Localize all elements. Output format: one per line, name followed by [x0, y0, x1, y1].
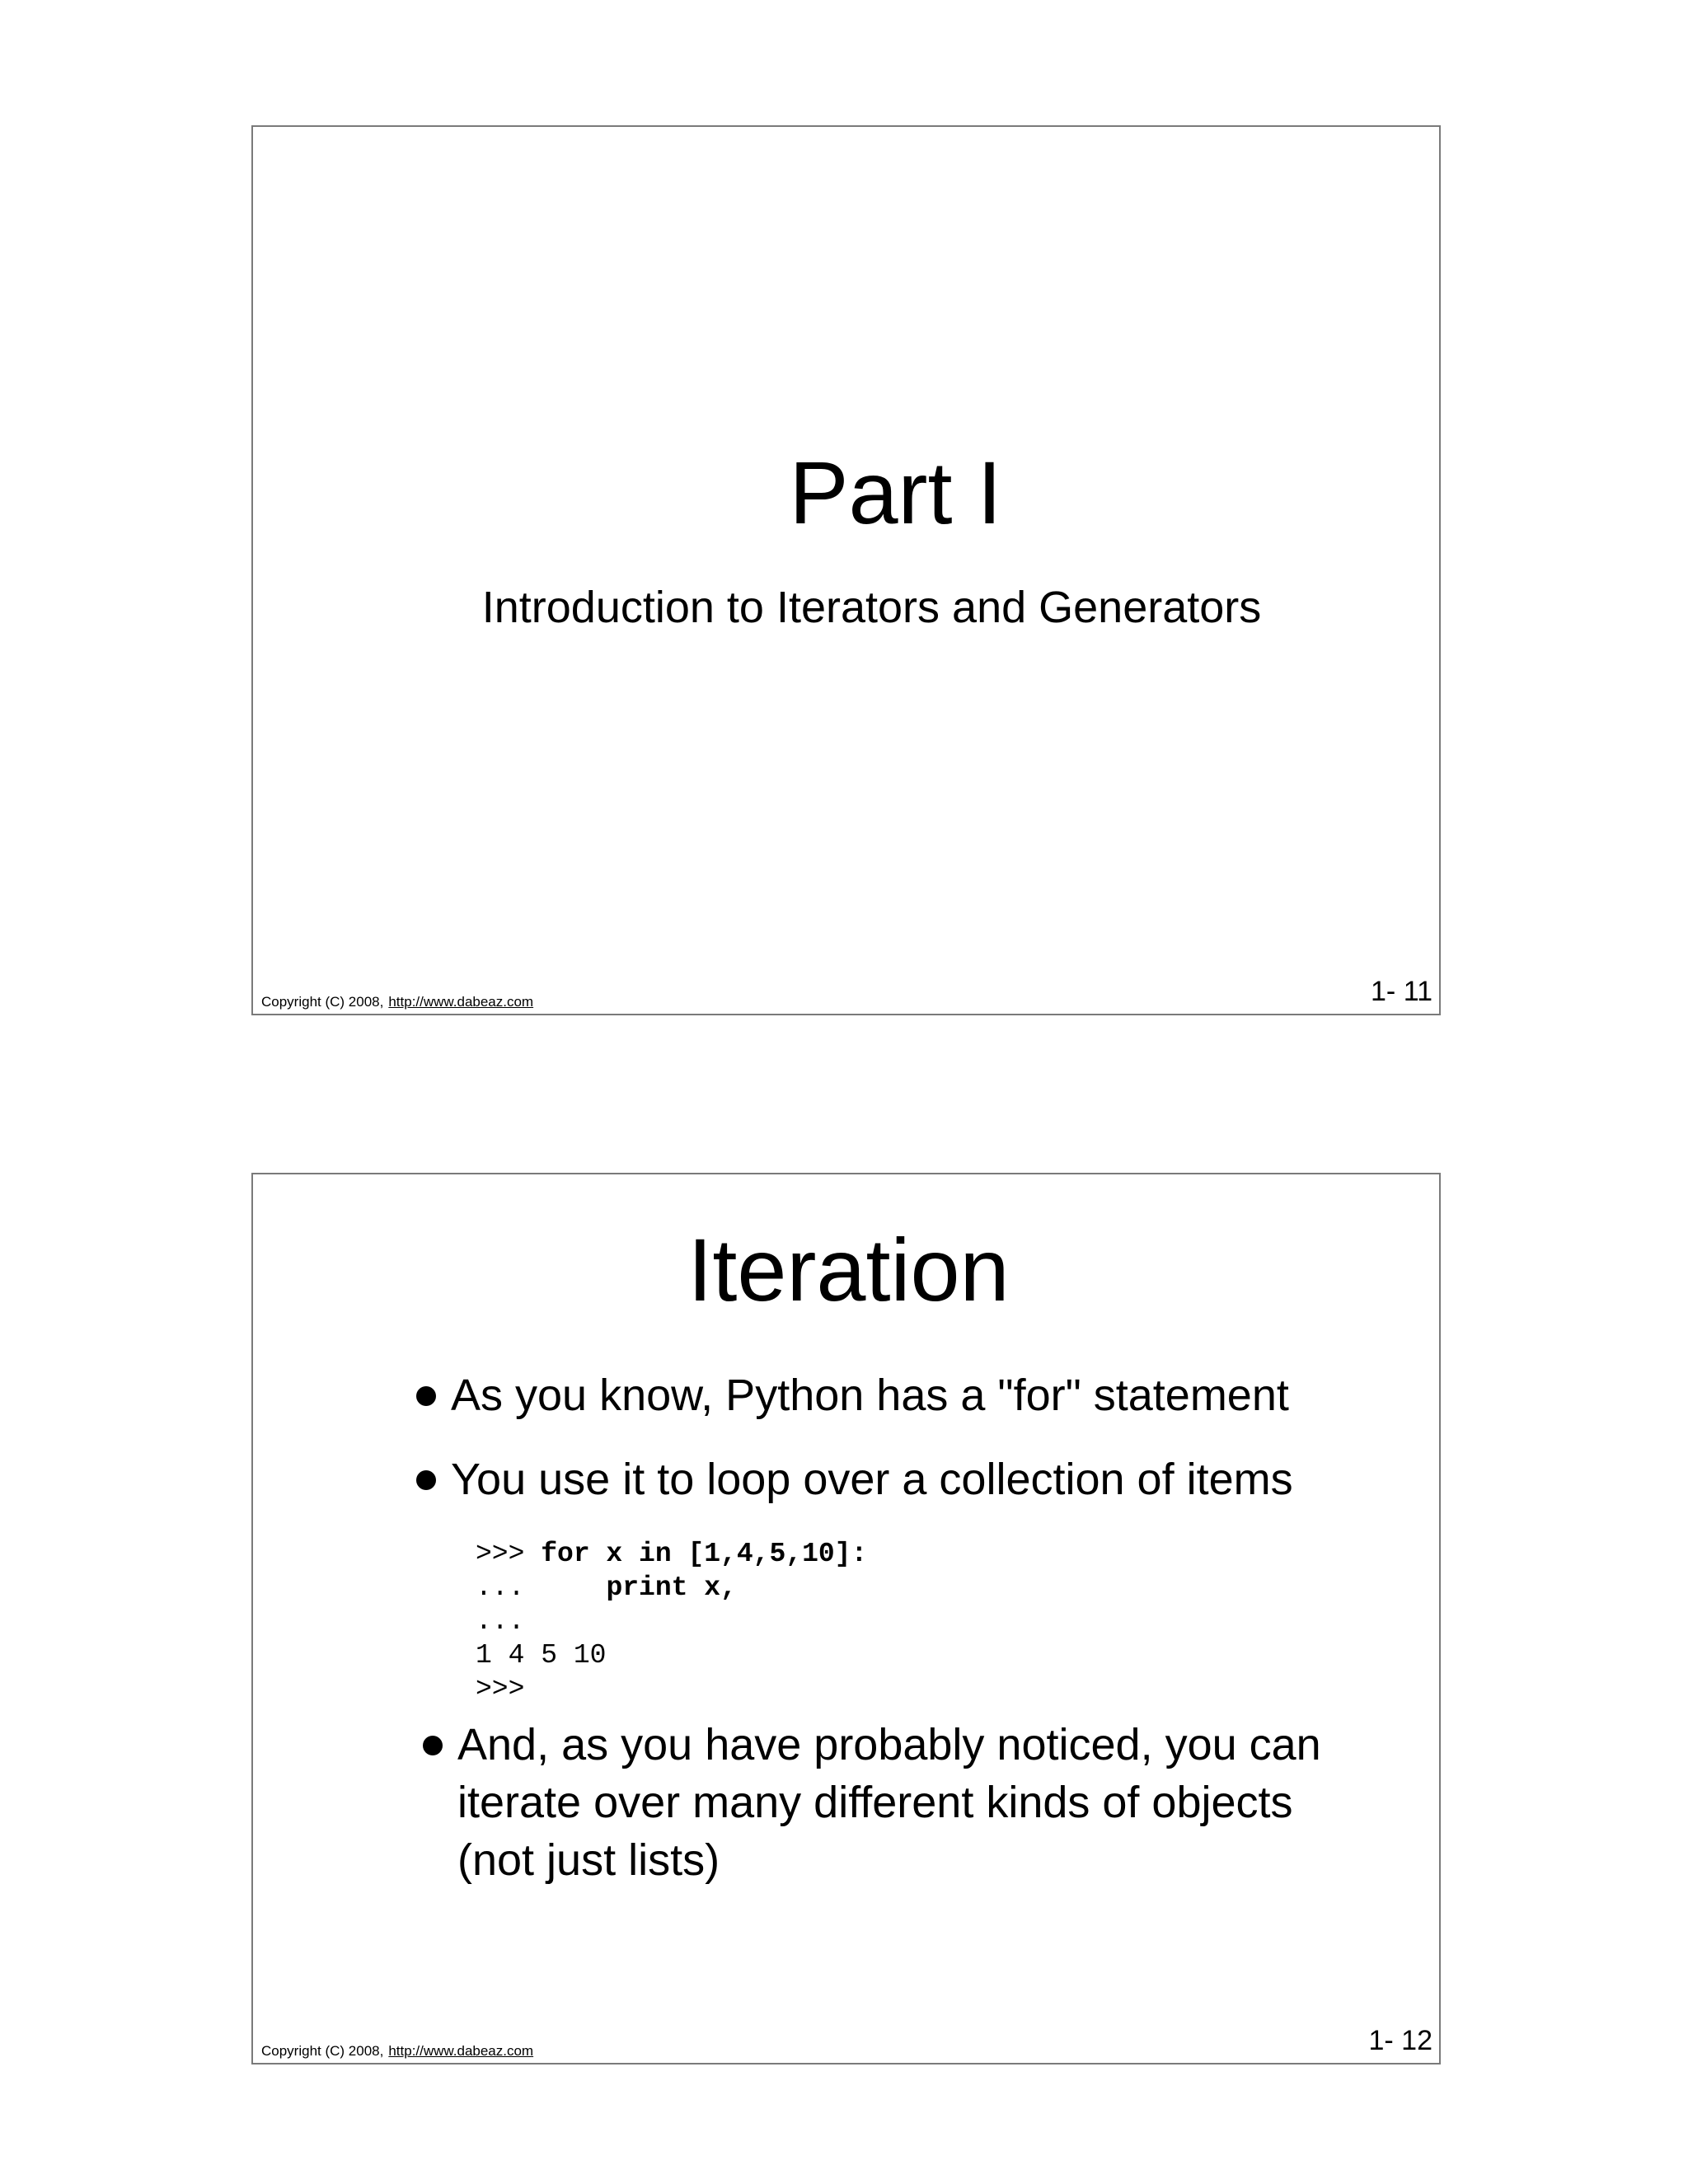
- code-line: >>>: [476, 1674, 525, 1704]
- slide-number: 1- 12: [1368, 2025, 1432, 2056]
- code-command: for x in [1,4,5,10]:: [541, 1539, 868, 1569]
- bullet-text: You use it to loop over a collection of items: [451, 1455, 1293, 1504]
- code-line: ...: [476, 1606, 525, 1637]
- bullet-text: And, as you have probably noticed, you can iterate over many different kinds of objects (not just lists): [457, 1720, 1321, 1885]
- footer-url-link[interactable]: http://www.dabeaz.com: [388, 2043, 534, 2059]
- footer-copyright: [261, 2044, 533, 2058]
- bullet-dot-icon: [416, 1470, 436, 1490]
- slide-title: Iteration: [687, 1220, 1010, 1319]
- bullet-item: [451, 1451, 1399, 1508]
- slide-part-1: [251, 125, 1441, 1015]
- bullet-dot-icon: [423, 1736, 443, 1755]
- copyright-text: Copyright (C) 2008,: [261, 2043, 384, 2059]
- slide-subtitle: Introduction to Iterators and Generators: [481, 583, 1262, 632]
- code-prompt: ...: [476, 1572, 607, 1603]
- bullet-item: [457, 1716, 1364, 1889]
- bullet-dot-icon: [416, 1386, 436, 1406]
- code-prompt: >>>: [476, 1539, 542, 1569]
- footer-copyright: [261, 995, 533, 1009]
- bullet-item: [451, 1366, 1399, 1424]
- code-block: [476, 1537, 867, 1706]
- slide-title: Part I: [789, 443, 1002, 542]
- code-command: print x,: [606, 1572, 737, 1603]
- copyright-text: Copyright (C) 2008,: [261, 994, 384, 1010]
- bullet-text: As you know, Python has a "for" statement: [451, 1371, 1289, 1420]
- slide-number: 1- 11: [1371, 976, 1432, 1007]
- slide-iteration: [251, 1173, 1441, 2064]
- code-output: 1 4 5 10: [476, 1640, 607, 1671]
- footer-url-link[interactable]: http://www.dabeaz.com: [388, 994, 534, 1010]
